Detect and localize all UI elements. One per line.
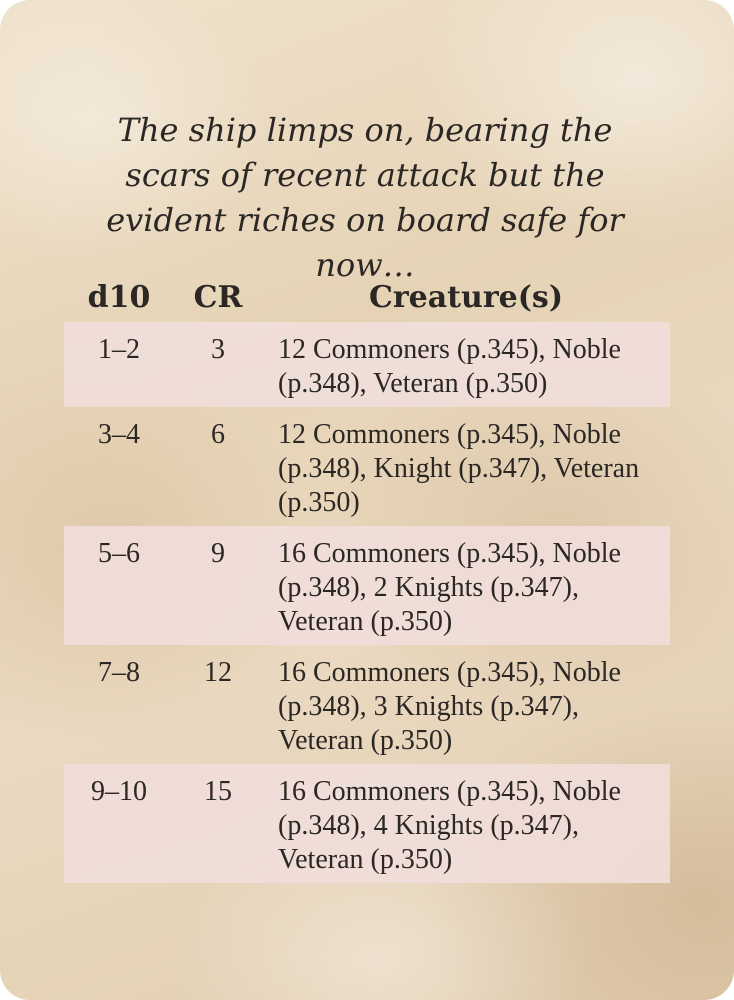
row-d10: 1–2: [64, 322, 174, 407]
row-creatures: 16 Commoners (p.345), Noble (p.348), 4 Knights (p.347), Veteran (p.350): [262, 764, 670, 883]
row-cr: 6: [211, 419, 225, 450]
row-cr: 15: [174, 764, 262, 883]
row-cr: 12: [204, 657, 232, 688]
table-row: [64, 526, 670, 645]
row-cr: 9: [174, 526, 262, 645]
table-header-row: [64, 272, 670, 322]
row-creatures: 16 Commoners (p.345), Noble (p.348), 3 Knights (p.347), Veteran (p.350): [278, 657, 621, 756]
table-row: [64, 407, 670, 526]
table-row: [64, 322, 670, 407]
intro-text: The ship limps on, bearing the scars of recent attack but the evident riches on board safe for now…: [106, 111, 624, 284]
encounter-table: [64, 272, 670, 883]
row-creatures: 12 Commoners (p.345), Noble (p.348), Veteran (p.350): [262, 322, 670, 407]
header-d10: d10: [87, 279, 151, 315]
header-cr: CR: [193, 279, 243, 315]
row-d10: 7–8: [98, 657, 140, 688]
row-d10: 3–4: [98, 419, 140, 450]
table-row: [64, 764, 670, 883]
row-creatures: 12 Commoners (p.345), Noble (p.348), Knight (p.347), Veteran (p.350): [278, 419, 640, 518]
row-cr: 3: [174, 322, 262, 407]
table-row: [64, 645, 670, 764]
header-creatures: Creature(s): [368, 279, 564, 315]
row-d10: 5–6: [64, 526, 174, 645]
row-creatures: 16 Commoners (p.345), Noble (p.348), 2 Knights (p.347), Veteran (p.350): [262, 526, 670, 645]
row-d10: 9–10: [64, 764, 174, 883]
